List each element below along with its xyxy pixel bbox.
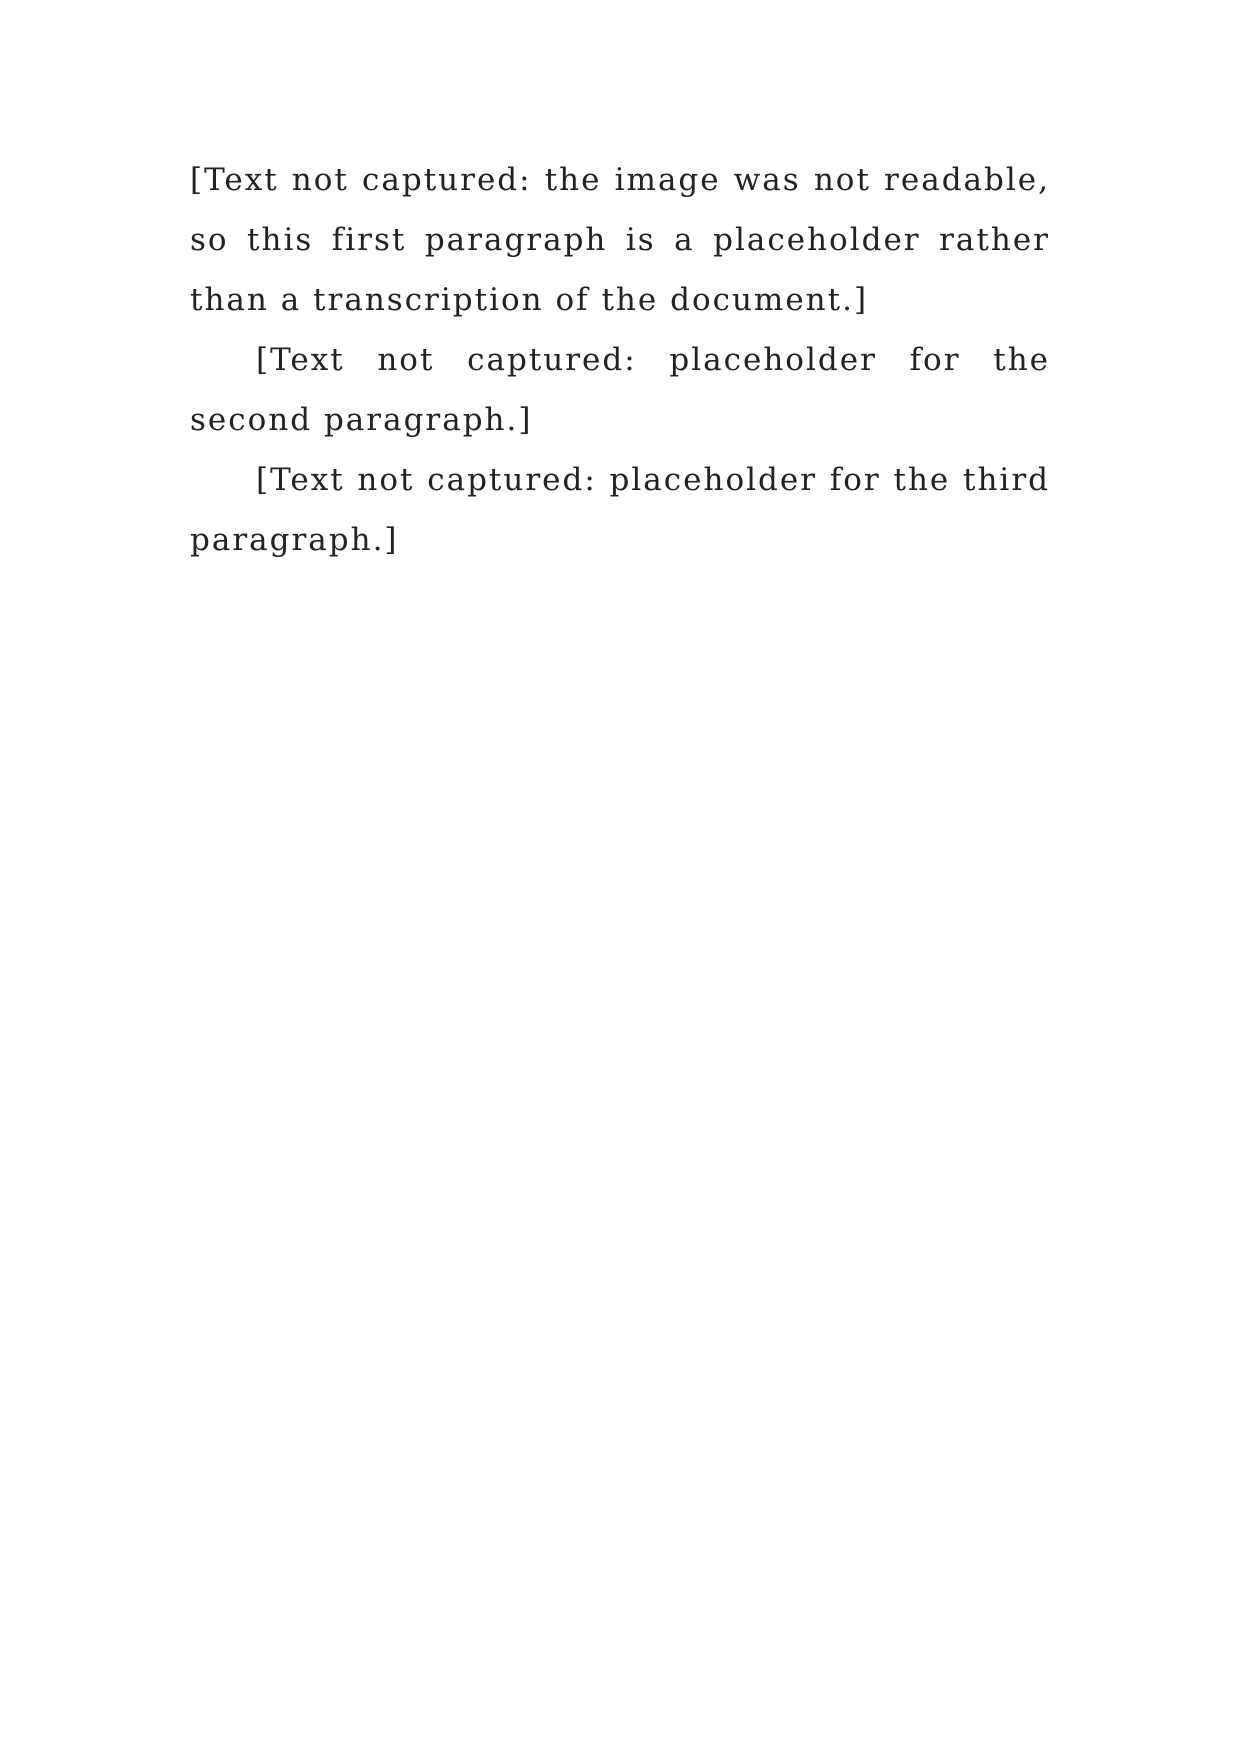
paragraph-1: [Text not captured: the image was not readable, so this first paragraph is a placeholder rather than a transcription of the document.] <box>190 162 1050 318</box>
body-text <box>190 150 1050 570</box>
paragraph-2: [Text not captured: placeholder for the second paragraph.] <box>190 342 1050 438</box>
paragraph-3: [Text not captured: placeholder for the third paragraph.] <box>190 462 1050 558</box>
